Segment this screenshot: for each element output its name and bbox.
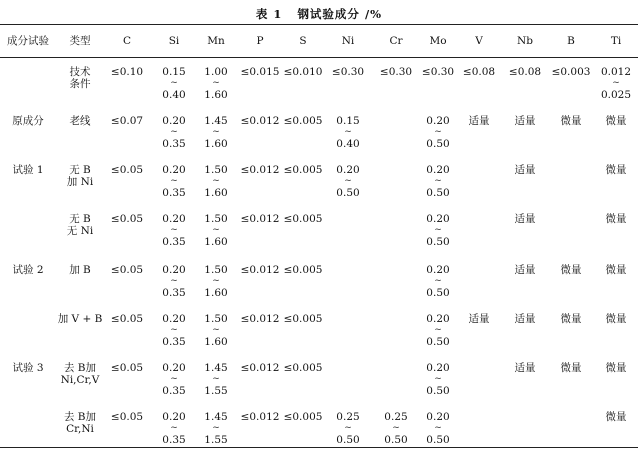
value-cell: ≤0.05 <box>110 411 144 423</box>
range-high: 1.60 <box>204 89 228 101</box>
range-low: 0.15 <box>336 115 360 127</box>
header-cell: Mn <box>207 35 225 47</box>
value-cell: ≤0.08 <box>462 66 496 78</box>
value-cell: 微量 <box>560 313 582 325</box>
value-cell: ≤0.015 <box>240 66 280 78</box>
range-high: 0.50 <box>336 434 360 446</box>
range-high: 0.50 <box>426 385 450 397</box>
header-cell: Si <box>168 35 180 47</box>
range-low: 1.45 <box>204 411 228 423</box>
value-cell: ≤0.30 <box>421 66 455 78</box>
range-high: 0.50 <box>426 287 450 299</box>
value-cell: ≤0.012 <box>240 213 280 225</box>
group-label: 试验 2 <box>12 264 44 276</box>
type-label: 无 B <box>69 213 91 225</box>
range-high: 0.35 <box>162 187 186 199</box>
range-low: 0.012 <box>600 66 632 78</box>
header-cell: Cr <box>389 35 403 47</box>
value-cell: 微量 <box>605 164 627 176</box>
range-separator: ~ <box>434 276 442 286</box>
range-separator: ~ <box>434 374 442 384</box>
range-low: 0.20 <box>426 264 450 276</box>
type-label: 加 Ni <box>66 176 94 188</box>
range-separator: ~ <box>434 225 442 235</box>
value-cell: 微量 <box>605 313 627 325</box>
header-cell: S <box>299 35 307 47</box>
range-separator: ~ <box>170 176 178 186</box>
range-low: 0.20 <box>426 313 450 325</box>
range-separator: ~ <box>212 225 220 235</box>
range-separator: ~ <box>344 127 352 137</box>
range-high: 0.50 <box>426 187 450 199</box>
value-cell: ≤0.010 <box>283 66 323 78</box>
type-label: Cr,Ni <box>66 423 94 435</box>
value-cell: ≤0.005 <box>283 362 323 374</box>
value-cell: ≤0.005 <box>283 213 323 225</box>
type-label: 加 V + B <box>57 313 103 325</box>
value-cell: ≤0.07 <box>110 115 144 127</box>
header-cell: B <box>567 35 575 47</box>
range-high: 0.40 <box>336 138 360 150</box>
value-cell: 微量 <box>560 264 582 276</box>
value-cell: ≤0.08 <box>508 66 542 78</box>
value-cell: ≤0.005 <box>283 264 323 276</box>
range-separator: ~ <box>434 176 442 186</box>
value-cell: ≤0.005 <box>283 164 323 176</box>
bottom-rule <box>0 447 638 448</box>
value-cell: 适量 <box>514 213 536 225</box>
range-separator: ~ <box>612 78 620 88</box>
value-cell: ≤0.012 <box>240 115 280 127</box>
range-high: 0.35 <box>162 336 186 348</box>
value-cell: ≤0.012 <box>240 264 280 276</box>
range-low: 0.20 <box>162 115 186 127</box>
value-cell: 微量 <box>560 362 582 374</box>
range-low: 0.20 <box>426 213 450 225</box>
range-separator: ~ <box>434 127 442 137</box>
range-high: 0.50 <box>336 187 360 199</box>
value-cell: ≤0.05 <box>110 313 144 325</box>
range-low: 0.20 <box>162 362 186 374</box>
table-number: 表 1 <box>255 7 283 21</box>
range-high: 0.50 <box>426 138 450 150</box>
range-low: 1.50 <box>204 313 228 325</box>
range-low: 1.50 <box>204 264 228 276</box>
range-high: 0.50 <box>426 236 450 248</box>
value-cell: 微量 <box>605 362 627 374</box>
range-high: 1.60 <box>204 336 228 348</box>
range-high: 1.60 <box>204 138 228 150</box>
range-separator: ~ <box>170 325 178 335</box>
range-low: 1.50 <box>204 164 228 176</box>
group-label: 试验 3 <box>12 362 44 374</box>
type-label: 条件 <box>69 78 91 90</box>
range-separator: ~ <box>344 423 352 433</box>
value-cell: 适量 <box>514 362 536 374</box>
value-cell: ≤0.05 <box>110 213 144 225</box>
range-separator: ~ <box>212 127 220 137</box>
value-cell: 微量 <box>605 264 627 276</box>
range-high: 1.60 <box>204 236 228 248</box>
range-separator: ~ <box>170 374 178 384</box>
range-low: 1.50 <box>204 213 228 225</box>
group-label: 原成分 <box>12 115 44 127</box>
value-cell: ≤0.005 <box>283 115 323 127</box>
table-caption <box>0 6 638 22</box>
value-cell: ≤0.003 <box>551 66 591 78</box>
value-cell: ≤0.012 <box>240 313 280 325</box>
range-low: 0.20 <box>336 164 360 176</box>
range-low: 0.20 <box>426 115 450 127</box>
range-high: 0.35 <box>162 138 186 150</box>
range-low: 0.20 <box>162 213 186 225</box>
value-cell: ≤0.005 <box>283 411 323 423</box>
range-separator: ~ <box>170 276 178 286</box>
range-high: 0.35 <box>162 236 186 248</box>
range-separator: ~ <box>344 176 352 186</box>
value-cell: ≤0.10 <box>110 66 144 78</box>
range-high: 1.60 <box>204 187 228 199</box>
range-low: 1.45 <box>204 115 228 127</box>
value-cell: 微量 <box>605 213 627 225</box>
value-cell: 微量 <box>605 411 627 423</box>
value-cell: ≤0.05 <box>110 164 144 176</box>
range-separator: ~ <box>212 374 220 384</box>
header-cell: Ni <box>341 35 355 47</box>
range-low: 0.20 <box>162 264 186 276</box>
range-separator: ~ <box>212 78 220 88</box>
value-cell: 微量 <box>605 115 627 127</box>
value-cell: ≤0.012 <box>240 362 280 374</box>
range-high: 0.40 <box>162 89 186 101</box>
value-cell: 微量 <box>560 115 582 127</box>
range-high: 1.55 <box>204 434 228 446</box>
value-cell: ≤0.012 <box>240 164 280 176</box>
value-cell: ≤0.05 <box>110 264 144 276</box>
range-separator: ~ <box>434 325 442 335</box>
type-label: 去 B加 <box>63 362 97 374</box>
value-cell: ≤0.05 <box>110 362 144 374</box>
value-cell: ≤0.30 <box>379 66 413 78</box>
value-cell: 适量 <box>468 115 490 127</box>
header-cell: 成分试验 <box>7 35 49 47</box>
range-separator: ~ <box>212 176 220 186</box>
type-label: 去 B加 <box>63 411 97 423</box>
range-high: 0.50 <box>426 434 450 446</box>
value-cell: 适量 <box>514 313 536 325</box>
header-cell: V <box>475 35 483 47</box>
range-separator: ~ <box>392 423 400 433</box>
type-label: Ni,Cr,V <box>60 374 100 386</box>
range-low: 0.20 <box>426 164 450 176</box>
type-label: 无 B <box>69 164 91 176</box>
range-low: 0.20 <box>162 164 186 176</box>
value-cell: ≤0.30 <box>331 66 365 78</box>
value-cell: 适量 <box>514 264 536 276</box>
value-cell: 适量 <box>468 313 490 325</box>
header-cell: Nb <box>517 35 533 47</box>
header-cell: P <box>256 35 264 47</box>
range-low: 0.15 <box>162 66 186 78</box>
range-separator: ~ <box>170 423 178 433</box>
header-cell: Mo <box>429 35 447 47</box>
range-low: 0.25 <box>384 411 408 423</box>
value-cell: 适量 <box>514 164 536 176</box>
range-separator: ~ <box>170 127 178 137</box>
range-low: 1.45 <box>204 362 228 374</box>
range-separator: ~ <box>170 78 178 88</box>
table-title: 钢试验成分 /% <box>297 7 383 21</box>
range-low: 0.20 <box>426 411 450 423</box>
range-high: 0.35 <box>162 287 186 299</box>
group-label: 试验 1 <box>12 164 44 176</box>
top-rule <box>0 24 638 25</box>
range-low: 0.20 <box>162 411 186 423</box>
value-cell: ≤0.012 <box>240 411 280 423</box>
value-cell: ≤0.005 <box>283 313 323 325</box>
range-low: 1.00 <box>204 66 228 78</box>
range-separator: ~ <box>212 276 220 286</box>
range-high: 0.35 <box>162 434 186 446</box>
type-label: 老线 <box>69 115 91 127</box>
range-separator: ~ <box>434 423 442 433</box>
value-cell: 适量 <box>514 115 536 127</box>
range-separator: ~ <box>170 225 178 235</box>
header-cell: 类型 <box>69 35 91 47</box>
range-low: 0.25 <box>336 411 360 423</box>
range-high: 0.35 <box>162 385 186 397</box>
range-high: 1.55 <box>204 385 228 397</box>
header-cell: C <box>122 35 132 47</box>
range-high: 0.50 <box>384 434 408 446</box>
type-label: 技术 <box>69 66 91 78</box>
range-separator: ~ <box>212 423 220 433</box>
header-rule <box>0 57 638 58</box>
type-label: 加 B <box>69 264 91 276</box>
range-high: 1.60 <box>204 287 228 299</box>
range-high: 0.50 <box>426 336 450 348</box>
range-low: 0.20 <box>162 313 186 325</box>
range-low: 0.20 <box>426 362 450 374</box>
header-cell: Ti <box>610 35 622 47</box>
range-high: 0.025 <box>600 89 632 101</box>
range-separator: ~ <box>212 325 220 335</box>
type-label: 无 Ni <box>66 225 94 237</box>
